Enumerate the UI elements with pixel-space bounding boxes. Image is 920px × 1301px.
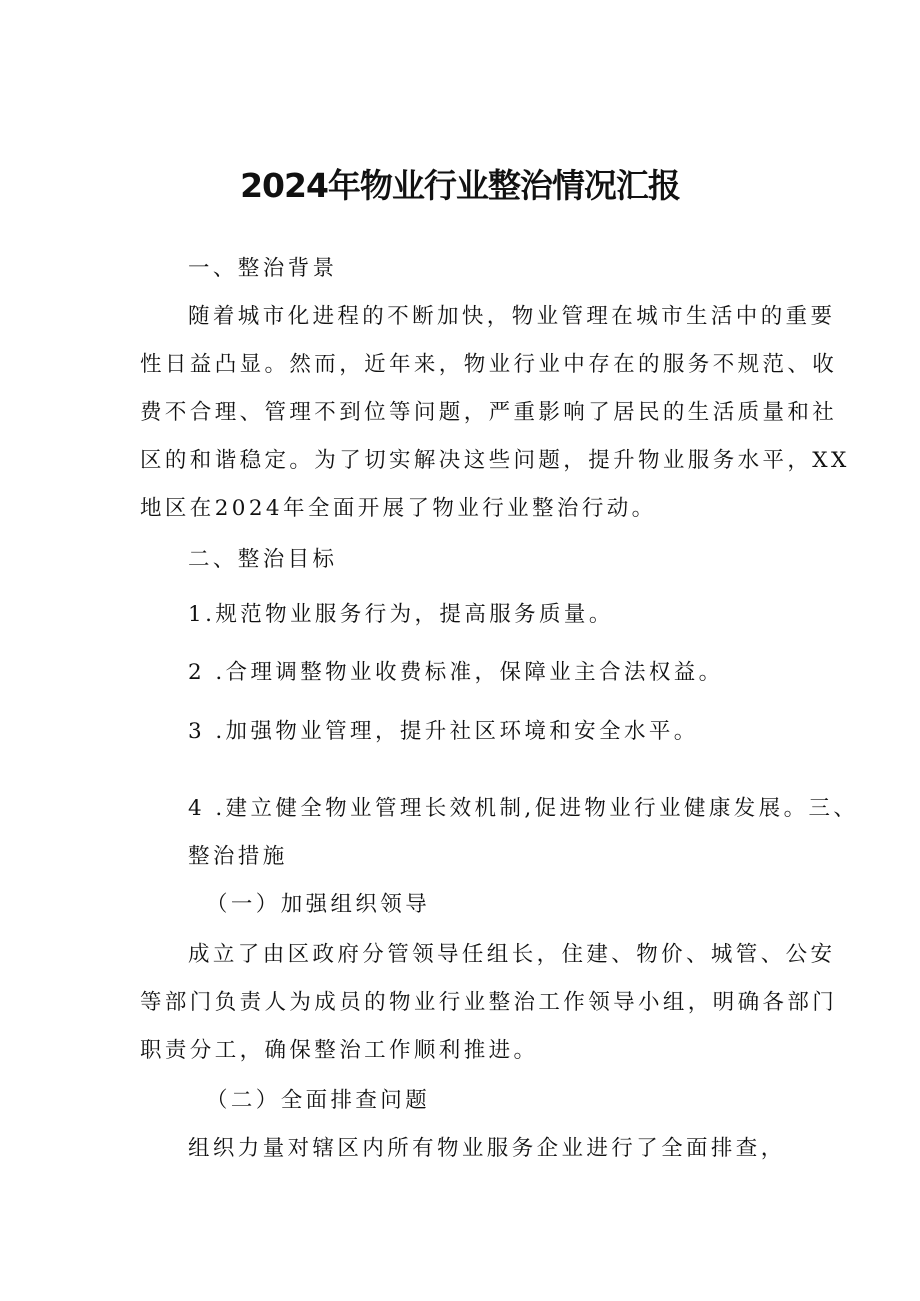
goal-item: 2 .合理调整物业收费标准，保障业主合法权益。	[188, 660, 724, 685]
paragraph-line: 性日益凸显。然而，近年来，物业行业中存在的服务不规范、收	[140, 352, 838, 377]
paragraph-line: 费不合理、管理不到位等问题，严重影响了居民的生活质量和社	[140, 400, 838, 425]
goal-item: 3 .加强物业管理，提升社区环境和安全水平。	[188, 719, 699, 744]
subsection-heading: （一）加强组织领导	[206, 892, 431, 917]
paragraph-line: 随着城市化进程的不断加快，物业管理在城市生活中的重要	[188, 304, 836, 329]
section-heading-measures: 整治措施	[188, 844, 288, 869]
paragraph-line: 地区在2024年全面开展了物业行业整治行动。	[140, 496, 657, 521]
goal-item: 4 .建立健全物业管理长效机制,促进物业行业健康发展。三、	[188, 796, 859, 821]
goal-item: 1.规范物业服务行为，提高服务质量。	[188, 602, 614, 627]
subsection-heading: （二）全面排查问题	[206, 1088, 431, 1113]
paragraph-line: 区的和谐稳定。为了切实解决这些问题，提升物业服务水平，XX	[140, 448, 850, 473]
document-title: 2024年物业行业整治情况汇报	[240, 166, 680, 205]
paragraph-line: 职责分工，确保整治工作顺利推进。	[140, 1038, 539, 1063]
section-heading-background: 一、整治背景	[188, 256, 338, 281]
paragraph-line: 等部门负责人为成员的物业行业整治工作领导小组，明确各部门	[140, 990, 838, 1015]
paragraph-line: 组织力量对辖区内所有物业服务企业进行了全面排查，	[188, 1136, 786, 1161]
paragraph-line: 成立了由区政府分管领导任组长，住建、物价、城管、公安	[188, 942, 836, 967]
section-heading-goals: 二、整治目标	[188, 547, 338, 572]
